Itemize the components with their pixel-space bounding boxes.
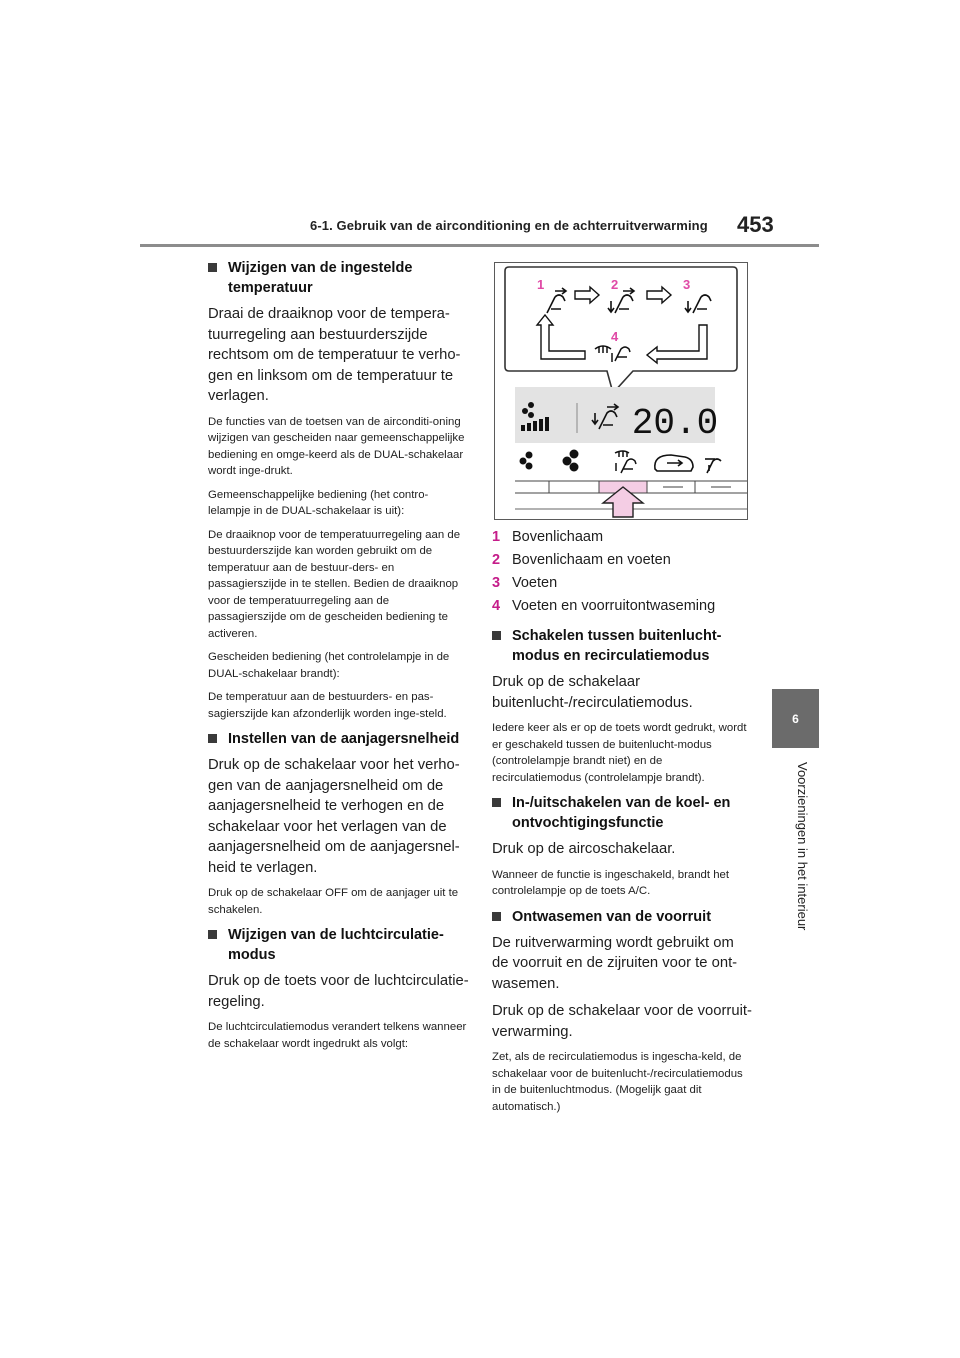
note-paragraph: Wanneer de functie is ingeschakeld, brandt het controlelampje op de toets A/C.: [492, 868, 730, 897]
heading-temperature: [208, 258, 470, 298]
legend-label: Voeten: [512, 575, 558, 591]
diagram-svg: [495, 263, 747, 519]
bullet-square-icon: [208, 734, 217, 743]
legend-number: 1: [492, 529, 501, 545]
legend-item: [492, 549, 754, 572]
note-paragraph: De functies van de toetsen van de airconditi-oning wijzigen van gescheiden naar gemeenschappelijke bediening en omge-keerd als de DUAL-schakelaar wordt inge-drukt.: [208, 415, 465, 477]
bullet-square-icon: [208, 930, 217, 939]
heading-recirculation: [492, 626, 754, 666]
temperature-readout: 20.0: [631, 403, 719, 444]
heading-text: Instellen van de aanjagersnelheid: [228, 731, 460, 747]
recirculation-icon: [655, 455, 693, 471]
body-paragraph: Draai de draaiknop voor de tempera-tuurregeling aan bestuurderszijde rechtsom om de temperatuur te verho-gen en linksom om de temperatuur te verlagen.: [208, 306, 461, 404]
body-paragraph: Druk op de schakelaar voor het verho-gen van de aanjagersnelheid om de aanjagersnelheid te verhogen en de schakelaar voor het verlagen van de aanjagersnelheid om de aanjagersnel-heid te verlagen.: [208, 757, 460, 876]
heading-cooling: [492, 793, 754, 833]
body-paragraph: De ruitverwarming wordt gebruikt om de voorruit en de zijruiten voor te ont-wasemen.: [492, 934, 738, 992]
bullet-square-icon: [492, 631, 501, 640]
callout-1: 1: [537, 277, 545, 292]
legend-label: Voeten en voorruitontwaseming: [512, 598, 716, 614]
heading-text: Wijzigen van de ingestelde temperatuur: [228, 260, 413, 296]
legend-number: 2: [492, 552, 501, 568]
body-paragraph: Druk op de toets voor de luchtcirculatie-regeling.: [208, 973, 469, 1010]
body-paragraph: Druk op de schakelaar voor de voorruit-verwarming.: [492, 1003, 752, 1040]
legend-number: 3: [492, 575, 501, 591]
heading-text: Ontwasemen van de voorruit: [512, 908, 712, 925]
defrost-mode-icon: [615, 451, 636, 473]
page-number: 453: [737, 212, 774, 237]
note-paragraph: Gemeenschappelijke bediening (het contro-lelampje in de DUAL-schakelaar is uit):: [208, 488, 429, 517]
callout-2: 2: [611, 277, 619, 292]
fan-high-icon: [563, 450, 579, 472]
bullet-square-icon: [492, 798, 501, 807]
heading-text: In-/uitschakelen van de koel- en ontvochtigingsfunctie: [512, 795, 731, 831]
chapter-tab: 6: [772, 689, 819, 748]
note-paragraph: De luchtcirculatiemodus verandert telkens wanneer de schakelaar wordt ingedrukt als volgt:: [208, 1021, 467, 1050]
note-paragraph: Iedere keer als er op de toets wordt gedrukt, wordt er geschakeld tussen de buitenlucht-modus (controlelampje brandt niet) en de recirculatiemodus (controlelampje brandt).: [492, 722, 747, 784]
bullet-square-icon: [208, 263, 217, 272]
heading-fan-speed: [208, 729, 470, 749]
right-column: [492, 526, 754, 1122]
section-title: 6-1. Gebruik van de airconditioning en de achterruitverwarming: [310, 218, 708, 233]
legend-label: Bovenlichaam: [512, 529, 604, 545]
body-paragraph: Druk op de aircoschakelaar.: [492, 841, 676, 857]
legend-item: [492, 572, 754, 595]
heading-text: Wijzigen van de luchtcirculatie-modus: [228, 927, 444, 963]
legend-number: 4: [492, 598, 501, 614]
note-paragraph: De temperatuur aan de bestuurders- en pas-sagierszijde kan afzonderlijk worden inge-steld.: [208, 691, 447, 720]
chapter-label: Voorzieningen in het interieur: [795, 762, 810, 931]
heading-text: Schakelen tussen buitenlucht-modus en recirculatiemodus: [512, 628, 722, 664]
note-paragraph: Zet, als de recirculatiemodus is ingescha-keld, de schakelaar voor de buitenlucht-/recirculatiemodus in de buitenluchtmodus. (Mogelijk gaat dit automatisch.): [492, 1051, 743, 1113]
vent-mode-icon: [705, 459, 721, 473]
bullet-square-icon: [492, 912, 501, 921]
left-column: [208, 258, 470, 1059]
callout-3: 3: [683, 277, 691, 292]
note-paragraph: Gescheiden bediening (het controlelampje in de DUAL-schakelaar brandt):: [208, 651, 450, 680]
legend-item: [492, 595, 754, 618]
heading-defog: [492, 907, 754, 927]
legend-label: Bovenlichaam en voeten: [512, 552, 671, 568]
legend-item: [492, 526, 754, 549]
note-paragraph: Druk op de schakelaar OFF om de aanjager uit te schakelen.: [208, 887, 459, 916]
header-divider: [140, 244, 819, 247]
fan-low-icon: [520, 452, 533, 470]
body-paragraph: Druk op de schakelaar buitenlucht-/recirculatiemodus.: [492, 674, 693, 711]
heading-air-circulation: [208, 925, 470, 965]
airflow-mode-diagram: [494, 262, 748, 520]
note-paragraph: De draaiknop voor de temperatuurregeling aan de bestuurderszijde kan worden gebruikt om de temperatuur aan de bestuur-ders- en passagierszijde in te stellen. Bedien de draaiknop voor de temperatuurregeling aan de passagierszijde om de gescheiden bediening te activeren.: [208, 528, 461, 640]
callout-4: 4: [611, 329, 619, 344]
